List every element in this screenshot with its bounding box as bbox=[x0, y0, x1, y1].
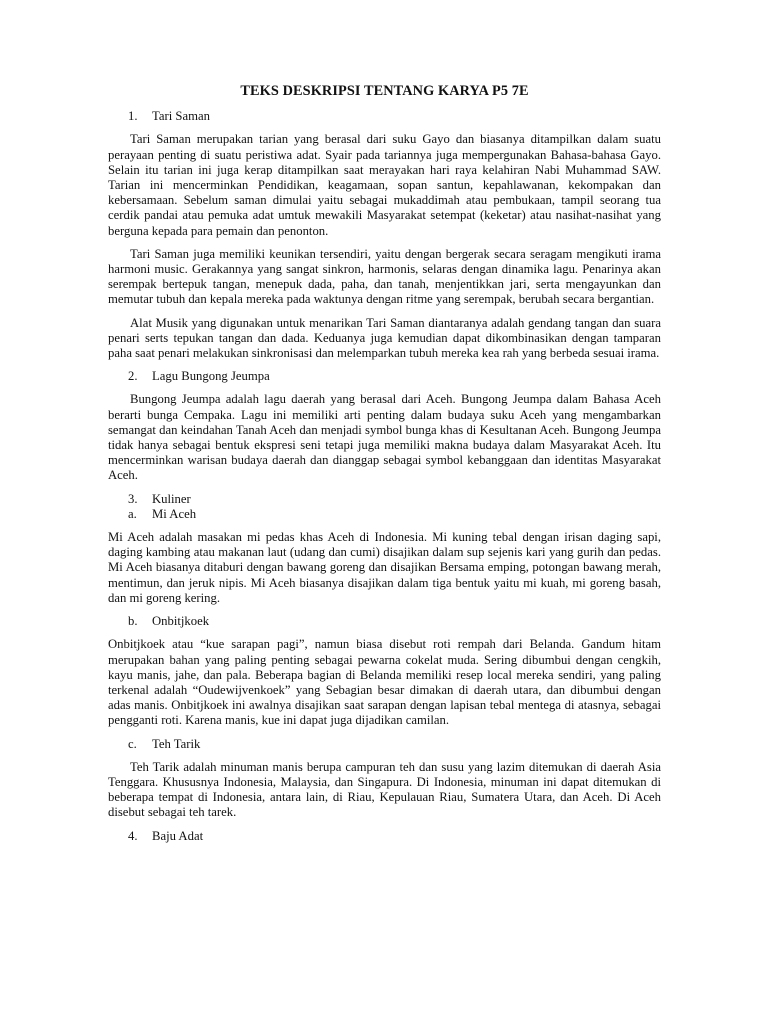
paragraph: Teh Tarik adalah minuman manis berupa campuran teh dan susu yang lazim ditemukan di daerah Asia Tenggara. Khususnya Indonesia, Malaysia, dan Singapura. Di Indonesia, minuman ini dapat ditemukan di beberapa tempat di Indonesia, antara lain, di Riau, Kepulauan Riau, Sumatera Utara, dan Aceh. Di Aceh disebut sebagai teh tarek. bbox=[108, 759, 661, 820]
paragraph: Mi Aceh adalah masakan mi pedas khas Aceh di Indonesia. Mi kuning tebal dengan irisan daging sapi, daging kambing atau makanan laut (udang dan cumi) disajikan dalam sup sejenis kari yang gurih dan pedas. Mi Aceh biasanya ditaburi dengan bawang goreng dan disajikan Bersama emping, potongan bawang merah, mentimun, dan jeruk nipis. Mi Aceh biasanya disajikan dalam tiga bentuk yaitu mi kuah, mi goreng basah, dan mi goreng kering. bbox=[108, 530, 661, 605]
subsection-letter: b. bbox=[128, 614, 138, 629]
section-heading-lagu-bungong-jeumpa bbox=[128, 369, 661, 384]
section-number: 4. bbox=[128, 828, 138, 843]
section-title: Kuliner bbox=[152, 491, 191, 506]
section-heading-kuliner bbox=[128, 492, 661, 507]
paragraph: Tari Saman merupakan tarian yang berasal dari suku Gayo dan biasanya ditampilkan dalam suatu perayaan penting di suatu peristiwa adat. Syair pada tariannya juga mempergunakan Bahasa-bahasa Gayo. Selain itu tarian ini juga kerap ditampilkan saat merayakan hari raya kelahiran Nabi Muhammad SAW. Tarian ini mencerminkan Pendidikan, keagamaan, sopan santun, kepahlawanan, kekompakan dan kebersamaan. Sebelum saman dimulai yaitu sebagai mukaddimah atau pembukaan, tampil seorang tua cerdik pandai atau pemuka adat umtuk mewakili Masyarakat setempat (keketar) atau nasihat-nasihat yang berguna kepada para pemain dan penonton. bbox=[108, 132, 661, 238]
document-page bbox=[108, 84, 661, 852]
section-title: Lagu Bungong Jeumpa bbox=[152, 369, 270, 384]
section-number: 2. bbox=[128, 369, 138, 384]
paragraph: Bungong Jeumpa adalah lagu daerah yang berasal dari Aceh. Bungong Jeumpa dalam Bahasa Aceh berarti bunga Cempaka. Lagu ini memiliki arti penting dalam budaya suku Aceh yang mengambarkan semangat dan keindahan Tanah Aceh dan menjadi symbol bunga khas di Kesultanan Aceh. Bungong Jeumpa tidak hanya sebagai bentuk ekspresi seni tetapi juga memiliki makna budaya dalam Masyarakat Aceh. Itu mencerminkan warisan budaya daerah dan dianggap sebagai symbol kebanggaan dan identitas Masyarakat Aceh. bbox=[108, 392, 661, 483]
subsection-title: Teh Tarik bbox=[152, 736, 201, 751]
document-title: TEKS DESKRIPSI TENTANG KARYA P5 7E bbox=[240, 83, 529, 99]
subsection-letter: c. bbox=[128, 736, 137, 751]
section-heading-baju-adat bbox=[128, 829, 661, 844]
section-title: Baju Adat bbox=[152, 828, 204, 843]
section-number: 3. bbox=[128, 491, 138, 506]
paragraph: Alat Musik yang digunakan untuk menarikan Tari Saman diantaranya adalah gendang tangan dan suara penari serts tepukan tangan dan dada. Keduanya juga kemudian dapat dikombinasikan dengan tamparan paha saat penari melakukan sinkronisasi dan melemparkan tubuh mereka kea rah yang berbeda sesuai irama. bbox=[108, 315, 661, 361]
section-heading-tari-saman bbox=[128, 109, 661, 124]
subsection-letter: a. bbox=[128, 506, 137, 521]
section-title: Tari Saman bbox=[152, 109, 210, 124]
subsection-heading-mi-aceh bbox=[128, 507, 661, 522]
paragraph: Onbitjkoek atau “kue sarapan pagi”, namun biasa disebut roti rempah dari Belanda. Gandum hitam merupakan bahan yang paling penting sebagai pewarna cokelat muda. Sering dibumbui dengan cengkih, kayu manis, jahe, dan pala. Beberapa bagian di Belanda memiliki resep local mereka sendiri, yang paling terkenal adalah “Oudewijvenkoek” yang Sebagian besar dimakan di daerah utara, dan dibumbui dengan adas manis. Onbitjkoek ini awalnya disajikan saat sarapan dengan lapisan tebal mentega di atasnya, sebagai pengganti roti. Karena manis, kue ini dapat juga dijadikan camilan. bbox=[108, 637, 661, 728]
subsection-heading-onbitjkoek bbox=[128, 614, 661, 629]
subsection-heading-teh-tarik bbox=[128, 737, 661, 752]
subsection-title: Onbitjkoek bbox=[152, 614, 210, 629]
subsection-title: Mi Aceh bbox=[152, 506, 197, 521]
section-number: 1. bbox=[128, 109, 138, 124]
paragraph: Tari Saman juga memiliki keunikan tersendiri, yaitu dengan bergerak secara seragam mengikuti irama harmoni music. Gerakannya yang sangat sinkron, harmonis, selaras dengan dinamika lagu. Penarinya akan serempak bertepuk tangan, menepuk dada, paha, dan tanah, menjentikkan jari, serta mengayunkan dan memutar tubuh dan kepala mereka pada waktunya dengan ritme yang serempak, berubah secara bergantian. bbox=[108, 246, 661, 307]
